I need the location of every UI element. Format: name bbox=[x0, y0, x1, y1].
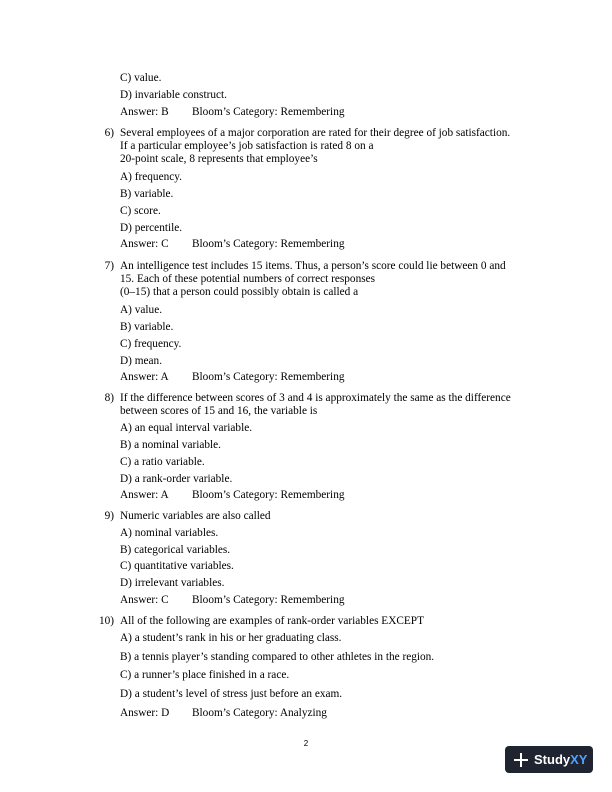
bloom-category: Bloom’s Category: Remembering bbox=[192, 594, 345, 606]
option-b: B) variable. bbox=[120, 321, 174, 333]
answer-text: Answer: A bbox=[120, 371, 169, 383]
option-c: C) quantitative variables. bbox=[120, 560, 234, 572]
question-text: If a particular employee’s job satisfaction is rated 8 on a bbox=[120, 140, 374, 152]
bloom-category: Bloom’s Category: Remembering bbox=[192, 106, 345, 118]
answer-text: Answer: B bbox=[120, 106, 169, 118]
brand-name: Study bbox=[534, 752, 571, 767]
question-text: 15. Each of these potential numbers of correct responses bbox=[120, 273, 376, 285]
answer-text: Answer: A bbox=[120, 489, 169, 501]
answer-text: Answer: D bbox=[120, 707, 170, 719]
bloom-category: Bloom’s Category: Analyzing bbox=[192, 707, 327, 719]
option-d: D) a rank-order variable. bbox=[120, 473, 233, 485]
question-number: 9) bbox=[104, 510, 114, 522]
option-d: D) invariable construct. bbox=[120, 89, 227, 101]
option-a: A) a student’s rank in his or her graduating class. bbox=[120, 632, 342, 644]
option-d: D) irrelevant variables. bbox=[120, 577, 225, 589]
option-b: B) variable. bbox=[120, 188, 174, 200]
studyxy-badge[interactable] bbox=[505, 746, 593, 773]
question-number: 10) bbox=[98, 615, 114, 627]
option-b: B) categorical variables. bbox=[120, 544, 231, 556]
option-a: A) nominal variables. bbox=[120, 527, 219, 539]
question-text: An intelligence test includes 15 items. Thus, a person’s score could lie between 0 and bbox=[120, 260, 506, 272]
option-c: C) value. bbox=[120, 72, 162, 84]
brand-accent: XY bbox=[570, 752, 588, 767]
page-number: 2 bbox=[303, 739, 309, 748]
bloom-category: Bloom’s Category: Remembering bbox=[192, 371, 345, 383]
plus-icon bbox=[514, 753, 528, 767]
bloom-category: Bloom’s Category: Remembering bbox=[192, 489, 345, 501]
option-b: B) a nominal variable. bbox=[120, 439, 222, 451]
option-d: D) a student’s level of stress just before an exam. bbox=[120, 688, 343, 700]
option-b: B) a tennis player’s standing compared to other athletes in the region. bbox=[120, 651, 435, 663]
question-text: Several employees of a major corporation are rated for their degree of job satisfaction. bbox=[120, 127, 511, 139]
option-a: A) value. bbox=[120, 304, 163, 316]
question-text: 20-point scale, 8 represents that employee’s bbox=[120, 153, 318, 165]
question-number: 6) bbox=[104, 127, 114, 139]
question-text: between scores of 15 and 16, the variable is bbox=[120, 405, 318, 417]
question-number: 8) bbox=[104, 392, 114, 404]
option-c: C) a ratio variable. bbox=[120, 456, 205, 468]
question-text: All of the following are examples of rank-order variables EXCEPT bbox=[120, 615, 424, 627]
option-d: D) percentile. bbox=[120, 222, 183, 234]
option-c: C) frequency. bbox=[120, 338, 182, 350]
answer-text: Answer: C bbox=[120, 594, 169, 606]
bloom-category: Bloom’s Category: Remembering bbox=[192, 238, 345, 250]
question-text: If the difference between scores of 3 and 4 is approximately the same as the difference bbox=[120, 392, 511, 404]
answer-text: Answer: C bbox=[120, 238, 169, 250]
question-text: (0–15) that a person could possibly obtain is called a bbox=[120, 286, 359, 298]
option-d: D) mean. bbox=[120, 355, 163, 367]
question-number: 7) bbox=[104, 260, 114, 272]
option-a: A) an equal interval variable. bbox=[120, 422, 253, 434]
option-c: C) score. bbox=[120, 205, 161, 217]
option-c: C) a runner’s place finished in a race. bbox=[120, 669, 290, 681]
option-a: A) frequency. bbox=[120, 171, 182, 183]
question-text: Numeric variables are also called bbox=[120, 510, 271, 522]
